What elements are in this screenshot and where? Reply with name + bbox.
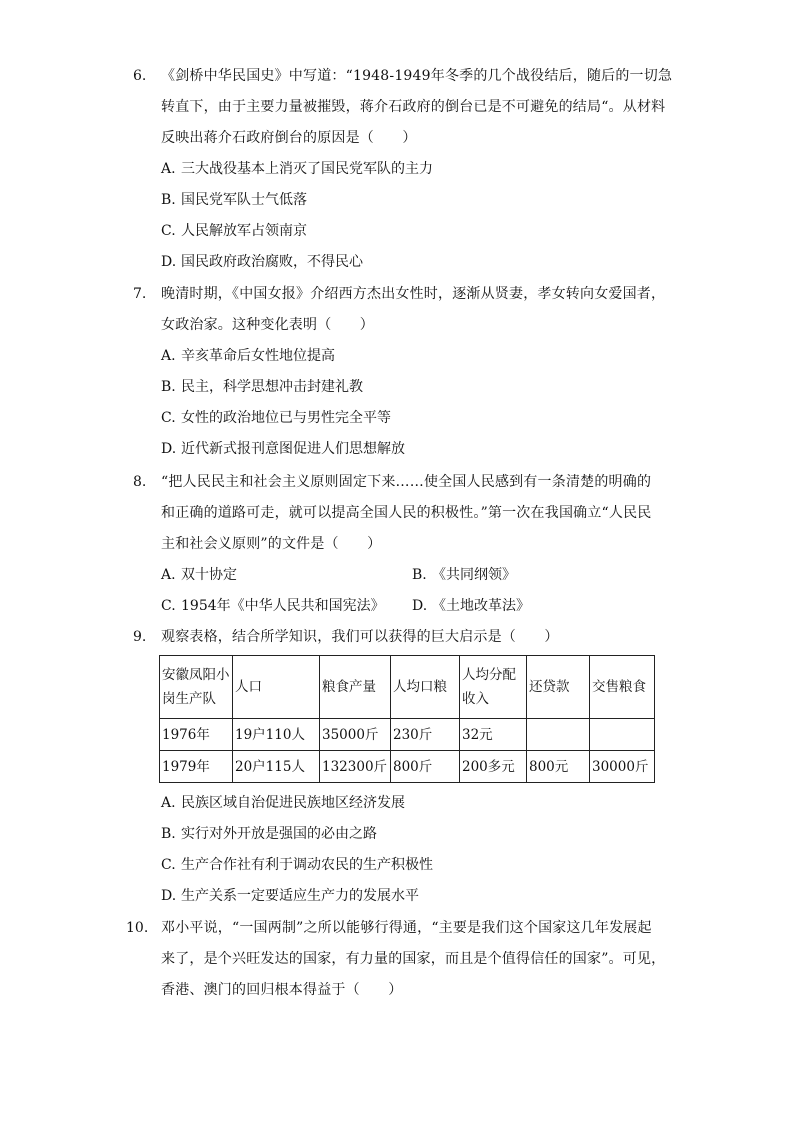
option-c[interactable]: C. 生产合作社有利于调动农民的生产积极性 — [161, 857, 433, 873]
option-d[interactable]: D. 国民政府政治腐败，不得民心 — [161, 254, 363, 270]
question-text-line: 《剑桥中华民国史》中写道：“1948-1949年冬季的几个战役结后，随后的一切急 — [161, 68, 673, 84]
option-b[interactable]: B. 国民党军队士气低落 — [161, 192, 307, 208]
table-cell: 800斤 — [391, 751, 460, 783]
question-text-line: 观察表格，结合所学知识，我们可以获得的巨大启示是（ ） — [161, 629, 559, 645]
question-text-line: 女政治家。这种变化表明（ ） — [161, 317, 374, 333]
question-text-line: 晚清时期，《中国女报》介绍西方杰出女性时，逐渐从贤妻，孝女转向女爱国者， — [161, 286, 666, 302]
option-c[interactable]: C. 1954年《中华人民共和国宪法》 — [161, 598, 385, 614]
question-number: 10. — [126, 920, 149, 936]
option-b[interactable]: B. 民主，科学思想冲击封建礼教 — [161, 379, 363, 395]
table-header-cell: 人均分配收入 — [460, 656, 527, 719]
table-header-cell: 安徽凤阳小岗生产队 — [160, 656, 233, 719]
question-number: 8. — [133, 474, 147, 490]
question-text-line: 来了，是个兴旺发达的国家，有力量的国家，而且是个值得信任的国家”。可见， — [161, 951, 666, 967]
table-header-cell: 交售粮食 — [590, 656, 655, 719]
option-c[interactable]: C. 人民解放军占领南京 — [161, 223, 307, 239]
option-d[interactable]: D. 生产关系一定要适应生产力的发展水平 — [161, 888, 419, 904]
table-cell: 19户110人 — [233, 719, 320, 751]
table-row — [160, 751, 655, 783]
question-number: 9. — [133, 629, 147, 645]
table-cell — [590, 719, 655, 751]
table-cell: 200多元 — [460, 751, 527, 783]
question-text-line: 邓小平说，“一国两制”之所以能够行得通，“主要是我们这个国家这几年发展起 — [161, 920, 652, 936]
option-d[interactable]: D. 近代新式报刊意图促进人们思想解放 — [161, 441, 405, 457]
question-number: 7. — [133, 286, 147, 302]
option-b[interactable]: B. 《共同纲领》 — [412, 567, 516, 583]
question-text-line: 和正确的道路可走，就可以提高全国人民的积极性。”第一次在我国确立“人民民 — [161, 505, 652, 521]
question-text-line: 主和社会义原则”的文件是（ ） — [161, 536, 382, 552]
question-text-line: 转直下，由于主要力量被摧毁，蒋介石政府的倒台已是不可避免的结局“。从材料 — [161, 99, 666, 115]
option-a[interactable]: A. 辛亥革命后女性地位提高 — [161, 348, 335, 364]
table-cell: 30000斤 — [590, 751, 655, 783]
table-row — [160, 719, 655, 751]
table-cell: 230斤 — [391, 719, 460, 751]
option-a[interactable]: A. 双十协定 — [161, 567, 237, 583]
table-cell: 1976年 — [160, 719, 233, 751]
option-a[interactable]: A. 民族区域自治促进民族地区经济发展 — [161, 795, 405, 811]
table-cell: 35000斤 — [320, 719, 391, 751]
table-cell: 1979年 — [160, 751, 233, 783]
table-cell: 32元 — [460, 719, 527, 751]
option-b[interactable]: B. 实行对外开放是强国的必由之路 — [161, 826, 377, 842]
question-number: 6. — [133, 68, 147, 84]
data-table — [159, 655, 655, 783]
table-cell: 20户115人 — [233, 751, 320, 783]
table-header-cell: 人口 — [233, 656, 320, 719]
question-text-line: 反映出蒋介石政府倒台的原因是（ ） — [161, 130, 417, 146]
table-header-cell: 还贷款 — [527, 656, 590, 719]
table-cell: 132300斤 — [320, 751, 391, 783]
table-header-cell: 人均口粮 — [391, 656, 460, 719]
table-header-cell: 粮食产量 — [320, 656, 391, 719]
option-c[interactable]: C. 女性的政治地位已与男性完全平等 — [161, 410, 391, 426]
table-cell: 800元 — [527, 751, 590, 783]
question-text-line: “把人民民主和社会主义原则固定下来……使全国人民感到有一条清楚的明确的 — [161, 474, 652, 490]
option-d[interactable]: D. 《土地改革法》 — [412, 598, 530, 614]
question-text-line: 香港、澳门的回归根本得益于（ ） — [161, 982, 403, 998]
table-cell — [527, 719, 590, 751]
table-header-row — [160, 656, 655, 719]
option-a[interactable]: A. 三大战役基本上消灭了国民党军队的主力 — [161, 161, 433, 177]
